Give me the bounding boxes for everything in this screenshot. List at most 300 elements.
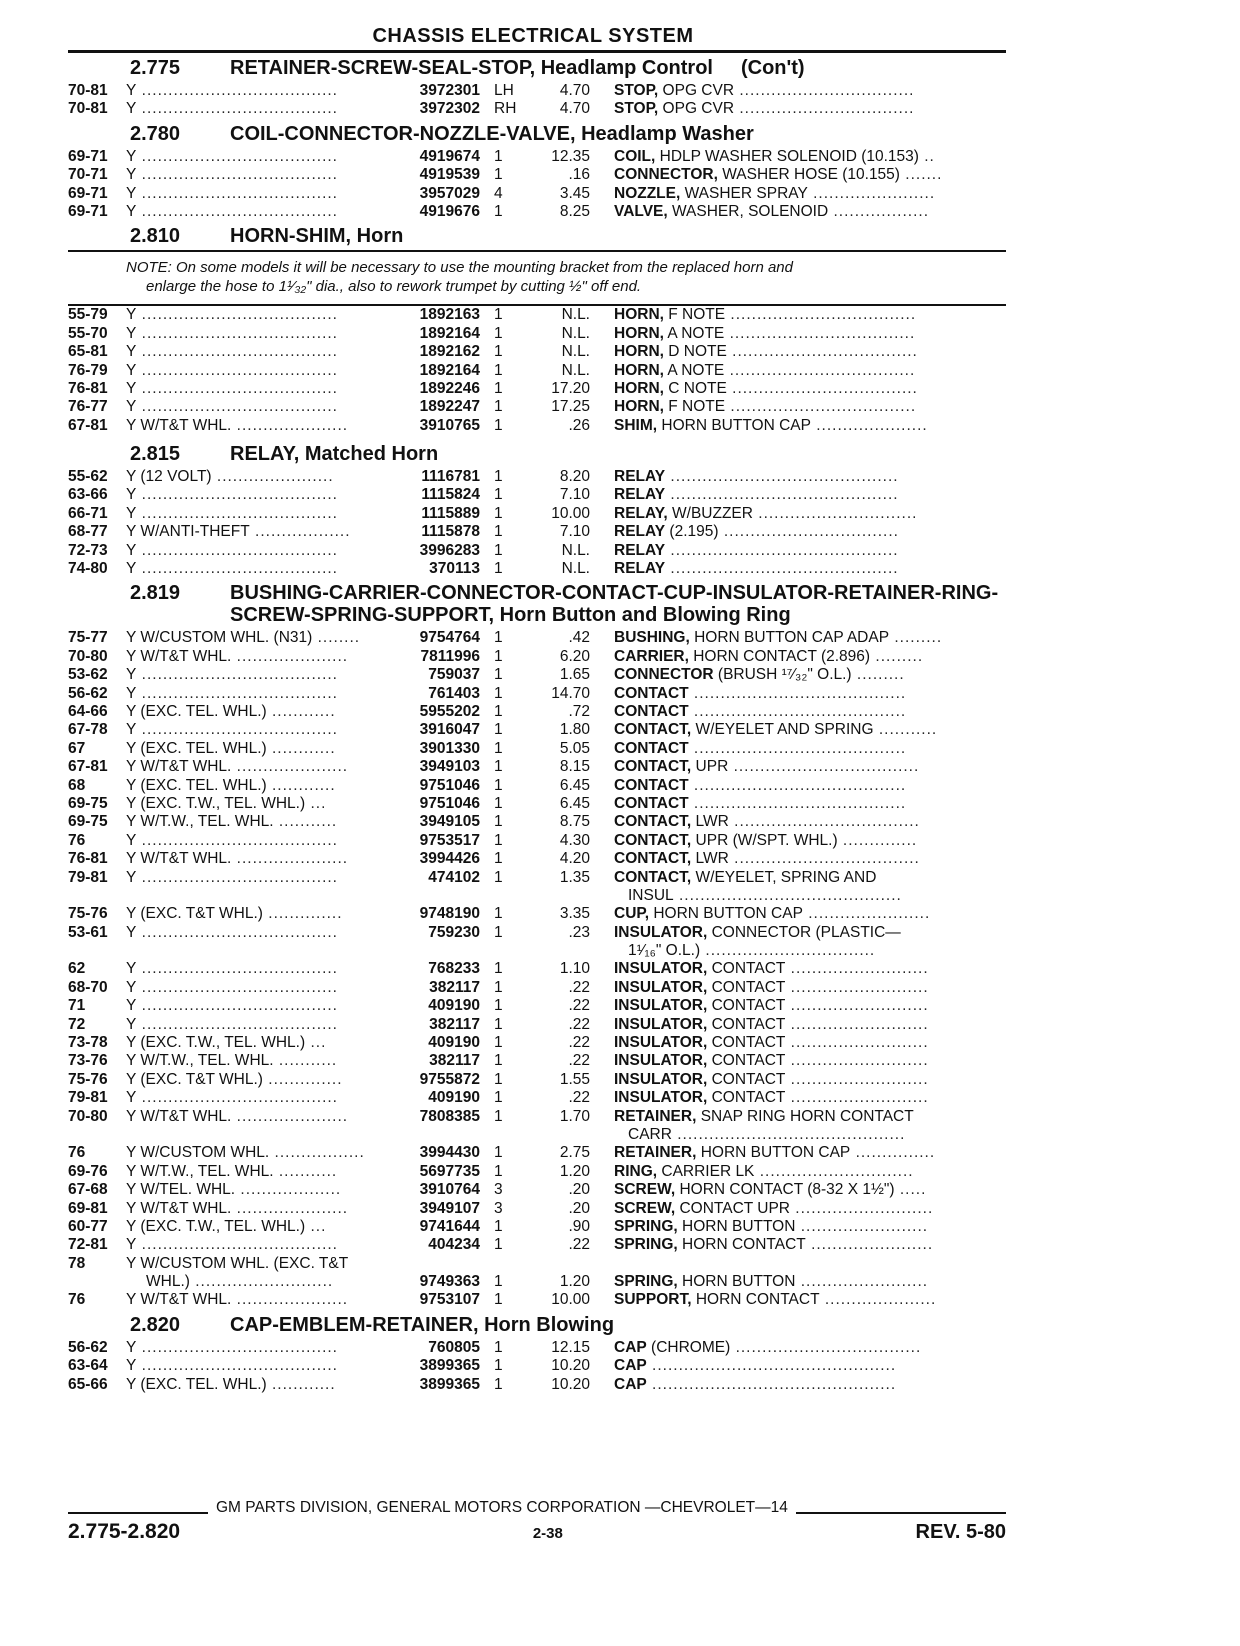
price: 1.65 xyxy=(559,666,590,684)
leader-dots: ........................................ xyxy=(688,739,907,757)
leader-dots: ..................................... xyxy=(136,1015,338,1033)
description-keyword: CONNECTOR, xyxy=(614,166,718,184)
description xyxy=(590,82,984,100)
description-keyword: CONNECTOR xyxy=(614,666,714,684)
leader-dots: ........................................... xyxy=(671,1125,906,1143)
footer-left-rule xyxy=(68,1502,208,1514)
leader-dots: ............... xyxy=(850,1144,936,1162)
model-text: Y W/ANTI-THEFT xyxy=(126,523,250,541)
quantity: 1 xyxy=(494,541,503,559)
price: N.L. xyxy=(561,541,590,559)
description xyxy=(590,1034,984,1052)
quantity: 1 xyxy=(494,850,503,868)
section-number: 2.815 xyxy=(130,443,181,466)
leader-dots: ........................................ xyxy=(688,776,907,794)
leader-dots: ..................................... xyxy=(136,666,338,684)
leader-dots: ..................................... xyxy=(136,868,338,886)
spacer xyxy=(480,1126,534,1144)
quantity: 1 xyxy=(494,1236,503,1254)
quantity: 1 xyxy=(494,1015,503,1033)
year-range: 60-77 xyxy=(68,1217,108,1235)
description-detail: CONNECTOR (PLASTIC— xyxy=(711,923,901,941)
note-line-1: NOTE: On some models it will be necessary to use the mounting bracket from the replaced horn and xyxy=(126,259,793,277)
price: N.L. xyxy=(561,343,590,361)
price: 5.05 xyxy=(559,739,590,757)
model-cell xyxy=(126,523,394,541)
description xyxy=(590,306,984,324)
leader-dots: ................................ xyxy=(700,942,876,960)
year-range: 70-71 xyxy=(68,166,108,184)
model-cell xyxy=(126,1034,394,1052)
description-keyword: CONTACT, xyxy=(614,721,692,739)
description xyxy=(590,758,984,776)
model-text: Y xyxy=(126,831,137,849)
description-keyword: RELAY xyxy=(614,560,666,578)
price: 2.75 xyxy=(559,1144,590,1162)
description xyxy=(590,740,984,758)
model-cell xyxy=(126,325,394,343)
description xyxy=(590,979,984,997)
price: 10.20 xyxy=(551,1375,590,1393)
leader-dots: ..................... xyxy=(231,1107,349,1125)
section-title-text: RETAINER-SCREW-SEAL-STOP, Headlamp Control xyxy=(230,57,713,79)
model-text: Y xyxy=(126,978,137,996)
spacer xyxy=(534,942,590,960)
section-title-text: BUSHING-CARRIER-CONNECTOR-CONTACT-CUP-INSULATOR-RETAINER-RING-SCREW-SPRING-SUPPORT, Horn Button and Blowing Ring xyxy=(230,582,999,627)
quantity: 1 xyxy=(494,997,503,1015)
leader-dots: ..................... xyxy=(819,1291,937,1309)
price: .22 xyxy=(568,1052,590,1070)
model-text: Y (EXC. T.W., TEL. WHL.) xyxy=(126,1034,306,1052)
model-text: Y xyxy=(126,1338,137,1356)
description-keyword: INSULATOR, xyxy=(614,978,708,996)
description-detail: LWR xyxy=(695,813,729,831)
model-text: Y xyxy=(126,504,137,522)
model-text: Y xyxy=(126,184,137,202)
description-keyword: SCREW, xyxy=(614,1199,676,1217)
model-cell xyxy=(126,1376,394,1394)
year-range: 55-79 xyxy=(68,306,108,324)
part-row xyxy=(68,997,1006,1015)
year-range: 56-62 xyxy=(68,684,108,702)
year-range: 70-80 xyxy=(68,1107,108,1125)
model-text: Y W/T.W., TEL. WHL. xyxy=(126,1162,274,1180)
part-row xyxy=(68,523,1006,541)
quantity: 1 xyxy=(494,629,503,647)
model-cell xyxy=(126,148,394,166)
part-number: 3899365 xyxy=(419,1357,480,1375)
part-row xyxy=(68,505,1006,523)
model-text: Y xyxy=(126,100,137,118)
section-title xyxy=(230,1314,1006,1336)
quantity: 1 xyxy=(494,343,503,361)
quantity: 1 xyxy=(494,361,503,379)
quantity: 3 xyxy=(494,1181,503,1199)
description xyxy=(590,648,984,666)
year-range: 79-81 xyxy=(68,1089,108,1107)
year-range: 71 xyxy=(68,997,86,1015)
price: .22 xyxy=(568,1089,590,1107)
description-detail: WASHER SPRAY xyxy=(684,184,808,202)
leader-dots: ................................. xyxy=(734,100,915,118)
leader-dots: ..................... xyxy=(231,758,349,776)
part-row xyxy=(68,1357,1006,1375)
footer-division: GM PARTS DIVISION, GENERAL MOTORS CORPORATION —CHEVROLET—14 xyxy=(216,1499,788,1516)
leader-dots: ..................................... xyxy=(136,166,338,184)
description-keyword: HORN, xyxy=(614,361,664,379)
description xyxy=(590,1200,984,1218)
part-row xyxy=(68,398,1006,416)
description-detail: OPG CVR xyxy=(662,100,735,118)
model-cell xyxy=(126,832,394,850)
model-text: Y xyxy=(126,361,137,379)
model-cell xyxy=(126,185,394,203)
part-row xyxy=(68,758,1006,776)
part-number: 4919674 xyxy=(419,147,480,165)
leader-dots: ................................... xyxy=(728,758,920,776)
year-range: 67-81 xyxy=(68,416,108,434)
leader-dots: ..................... xyxy=(810,416,928,434)
description-continuation xyxy=(590,1126,998,1144)
part-row xyxy=(68,185,1006,203)
leader-dots: ................................... xyxy=(725,398,917,416)
description-keyword: SHIM, xyxy=(614,416,658,434)
spacer xyxy=(394,887,480,905)
quantity: 1 xyxy=(494,1144,503,1162)
model-cell xyxy=(126,721,394,739)
leader-dots: ................................. xyxy=(734,82,915,99)
leader-dots: ..................... xyxy=(231,1199,349,1217)
year-range: 75-76 xyxy=(68,1070,108,1088)
model-text: Y xyxy=(126,306,137,324)
quantity: 1 xyxy=(494,1034,503,1052)
section-title xyxy=(230,582,1006,626)
leader-dots: .......................... xyxy=(189,1273,334,1291)
year-range: 68-70 xyxy=(68,978,108,996)
description-detail: A NOTE xyxy=(667,324,725,342)
price: 17.25 xyxy=(551,398,590,416)
part-number: 761403 xyxy=(428,684,480,702)
description xyxy=(590,777,984,795)
description xyxy=(590,1071,984,1089)
year-range: 69-75 xyxy=(68,813,108,831)
part-number: 3994430 xyxy=(419,1144,480,1162)
section-title xyxy=(230,225,1006,247)
section-number: 2.820 xyxy=(130,1313,181,1336)
part-number: 3910765 xyxy=(419,416,480,434)
model-text: Y W/T&T WHL. xyxy=(126,1107,232,1125)
price: .22 xyxy=(568,997,590,1015)
price: N.L. xyxy=(561,361,590,379)
section-title xyxy=(230,123,1006,145)
year-range: 76-79 xyxy=(68,361,108,379)
description-keyword: HORN, xyxy=(614,343,664,361)
model-cell xyxy=(126,380,394,398)
price: 14.70 xyxy=(551,684,590,702)
sections-container xyxy=(68,53,1006,1394)
part-row xyxy=(68,542,1006,560)
part-row xyxy=(68,166,1006,184)
year-range: 76 xyxy=(68,831,86,849)
model-cell xyxy=(126,1108,394,1126)
spacer xyxy=(126,887,394,905)
part-row xyxy=(68,1071,1006,1089)
part-row xyxy=(68,468,1006,486)
model-text: Y xyxy=(126,202,137,220)
part-row xyxy=(68,629,1006,647)
model-text: Y (EXC. TEL. WHL.) xyxy=(126,776,267,794)
leader-dots: ..................................... xyxy=(136,541,338,559)
description xyxy=(590,100,984,118)
leader-dots: .......................... xyxy=(785,1034,929,1052)
description-keyword: HORN, xyxy=(614,324,664,342)
price: 10.20 xyxy=(551,1357,590,1375)
year-range: 68 xyxy=(68,776,86,794)
leader-dots: ........................ xyxy=(795,1217,929,1235)
year-range: 76 xyxy=(68,1291,86,1309)
part-row xyxy=(68,795,1006,813)
description xyxy=(590,148,984,166)
quantity: RH xyxy=(494,100,517,118)
leader-dots: ................................... xyxy=(726,379,918,397)
model-text: Y xyxy=(126,82,137,99)
year-range: 65-81 xyxy=(68,343,108,361)
price: .42 xyxy=(568,629,590,647)
leader-dots: ........................................... xyxy=(665,468,899,486)
price: N.L. xyxy=(561,560,590,578)
leader-dots: ........... xyxy=(273,813,338,831)
leader-dots: ................................... xyxy=(728,850,920,868)
leader-dots: ..................................... xyxy=(136,100,338,118)
leader-dots: .......................... xyxy=(785,1089,929,1107)
leader-dots: .......................... xyxy=(785,1070,929,1088)
part-row xyxy=(68,813,1006,831)
parts-catalog-page xyxy=(68,22,1006,1394)
part-number: 4919539 xyxy=(419,166,480,184)
model-text: Y xyxy=(126,1236,137,1254)
leader-dots: .............. xyxy=(262,905,343,923)
leader-dots: .. xyxy=(918,147,935,165)
description-keyword: HORN, xyxy=(614,379,664,397)
quantity: 1 xyxy=(494,486,503,504)
quantity: 1 xyxy=(494,560,503,578)
model-text: Y xyxy=(126,684,137,702)
part-number: 768233 xyxy=(428,960,480,978)
part-number: 3910764 xyxy=(419,1181,480,1199)
price: .22 xyxy=(568,1015,590,1033)
price: N.L. xyxy=(561,306,590,324)
description-detail: HORN BUTTON xyxy=(682,1273,796,1291)
description-keyword: CONTACT xyxy=(614,739,689,757)
description xyxy=(590,1089,984,1107)
description-keyword: CONTACT, xyxy=(614,831,692,849)
part-row xyxy=(68,685,1006,703)
year-range: 64-66 xyxy=(68,702,108,720)
part-number: 3996283 xyxy=(419,541,480,559)
price: 7.10 xyxy=(559,523,590,541)
model-cell xyxy=(126,343,394,361)
year-range: 75-77 xyxy=(68,629,108,647)
section-header xyxy=(68,53,1006,82)
quantity: 1 xyxy=(494,666,503,684)
description-keyword: CONTACT, xyxy=(614,758,692,776)
part-number: 404234 xyxy=(428,1236,480,1254)
description xyxy=(590,362,984,380)
leader-dots: ........................................ xyxy=(688,684,907,702)
section-number: 2.775 xyxy=(130,57,181,79)
part-row xyxy=(68,979,1006,997)
description-keyword: RELAY xyxy=(614,523,666,541)
leader-dots: ..................................... xyxy=(136,997,338,1015)
model-cell xyxy=(126,850,394,868)
leader-dots: ...................... xyxy=(211,468,334,486)
description-detail: (BRUSH ¹⁷⁄₃₂" O.L.) xyxy=(717,666,852,684)
part-row xyxy=(68,924,1006,942)
leader-dots: ........... xyxy=(873,721,938,739)
section-header xyxy=(68,221,1006,250)
part-number: 9741644 xyxy=(419,1217,480,1235)
model-text: Y xyxy=(126,997,137,1015)
description-detail: CONTACT xyxy=(711,1015,786,1033)
price: .72 xyxy=(568,702,590,720)
year-range: 56-62 xyxy=(68,1338,108,1356)
section-header xyxy=(68,119,1006,148)
quantity: 1 xyxy=(494,684,503,702)
description xyxy=(590,542,984,560)
part-number: 760805 xyxy=(428,1338,480,1356)
part-row xyxy=(68,721,1006,739)
leader-dots: ........................................... xyxy=(665,560,899,578)
description-keyword: STOP, xyxy=(614,100,659,118)
model-cell xyxy=(126,1291,394,1309)
model-text: Y (EXC. TEL. WHL.) xyxy=(126,702,267,720)
price: 6.20 xyxy=(559,647,590,665)
price: .90 xyxy=(568,1217,590,1235)
part-number: 9755872 xyxy=(419,1070,480,1088)
description xyxy=(590,343,984,361)
description-detail: CONTACT xyxy=(711,978,786,996)
leader-dots: ........... xyxy=(273,1052,338,1070)
part-row xyxy=(68,1089,1006,1107)
part-row xyxy=(68,380,1006,398)
leader-dots: ................................... xyxy=(726,343,918,361)
page-title: CHASSIS ELECTRICAL SYSTEM xyxy=(372,25,694,47)
quantity: 1 xyxy=(494,1162,503,1180)
year-range: 76-81 xyxy=(68,850,108,868)
description-keyword: CONTACT, xyxy=(614,850,692,868)
section-title xyxy=(230,443,1006,465)
quantity: 1 xyxy=(494,960,503,978)
description-detail: LWR xyxy=(695,850,729,868)
description-detail: HORN BUTTON CAP xyxy=(700,1144,851,1162)
part-row xyxy=(68,417,1006,435)
description xyxy=(590,1144,984,1162)
description xyxy=(590,523,984,541)
quantity: 4 xyxy=(494,184,503,202)
quantity: 3 xyxy=(494,1199,503,1217)
quantity: 1 xyxy=(494,739,503,757)
price: .22 xyxy=(568,1034,590,1052)
part-row xyxy=(68,325,1006,343)
model-cell xyxy=(126,703,394,721)
quantity: 1 xyxy=(494,1338,503,1356)
leader-dots: ......... xyxy=(870,647,924,665)
leader-dots: ............ xyxy=(266,1375,336,1393)
price: 1.20 xyxy=(559,1162,590,1180)
price: 1.55 xyxy=(559,1070,590,1088)
description-keyword: CAP xyxy=(614,1357,647,1375)
model-text: Y W/CUSTOM WHL. (EXC. T&T xyxy=(126,1254,349,1272)
section-title-text: HORN-SHIM, Horn xyxy=(230,225,404,248)
price: 1.20 xyxy=(559,1273,590,1291)
year-range: 73-78 xyxy=(68,1034,108,1052)
quantity: 1 xyxy=(494,831,503,849)
year-range: 53-61 xyxy=(68,923,108,941)
model-cell xyxy=(126,629,394,647)
year-range: 70-81 xyxy=(68,82,108,99)
leader-dots: ..................................... xyxy=(136,361,338,379)
part-number: 3916047 xyxy=(419,721,480,739)
quantity: 1 xyxy=(494,758,503,776)
model-text: Y (EXC. T&T WHL.) xyxy=(126,1070,263,1088)
year-range: 76-77 xyxy=(68,398,108,416)
quantity: 1 xyxy=(494,379,503,397)
part-number: 7811996 xyxy=(420,647,480,665)
leader-dots: ........................................ xyxy=(688,702,907,720)
year-range: 76-81 xyxy=(68,379,108,397)
description-continuation xyxy=(590,942,998,960)
quantity: 1 xyxy=(494,1107,503,1125)
quantity: 1 xyxy=(494,504,503,522)
year-range: 66-71 xyxy=(68,504,108,522)
model-cell xyxy=(126,1163,394,1181)
price: 8.20 xyxy=(559,468,590,486)
part-number: 3957029 xyxy=(419,184,480,202)
description xyxy=(590,924,984,942)
description xyxy=(590,1376,984,1394)
description-keyword: INSULATOR, xyxy=(614,960,708,978)
description-keyword: INSULATOR, xyxy=(614,1052,708,1070)
part-row xyxy=(68,100,1006,118)
description-keyword: INSULATOR, xyxy=(614,1089,708,1107)
description xyxy=(590,1163,984,1181)
model-text: Y W/T&T WHL. xyxy=(126,1291,232,1309)
part-number: 9751046 xyxy=(419,794,480,812)
part-row xyxy=(68,1108,1006,1126)
leader-dots: ... xyxy=(305,1034,327,1052)
description xyxy=(590,185,984,203)
quantity: 1 xyxy=(494,1052,503,1070)
leader-dots: ........................................ xyxy=(688,794,907,812)
description xyxy=(590,1273,984,1291)
description-keyword: HORN, xyxy=(614,306,664,324)
description-detail: CONTACT UPR xyxy=(679,1199,790,1217)
part-row xyxy=(68,1181,1006,1199)
description-detail: A NOTE xyxy=(667,361,725,379)
price: 1.80 xyxy=(559,721,590,739)
description-detail: C NOTE xyxy=(668,379,727,397)
description-detail: WASHER HOSE (10.155) xyxy=(722,166,900,184)
model-cell xyxy=(126,100,394,118)
model-text: Y xyxy=(126,147,137,165)
leader-dots: ................................... xyxy=(725,306,917,324)
year-range: 68-77 xyxy=(68,523,108,541)
description-keyword: RELAY xyxy=(614,468,666,486)
part-number: 759230 xyxy=(428,923,480,941)
description-keyword: CONTACT xyxy=(614,702,689,720)
model-cell xyxy=(126,1071,394,1089)
part-number: 1115878 xyxy=(421,523,480,541)
